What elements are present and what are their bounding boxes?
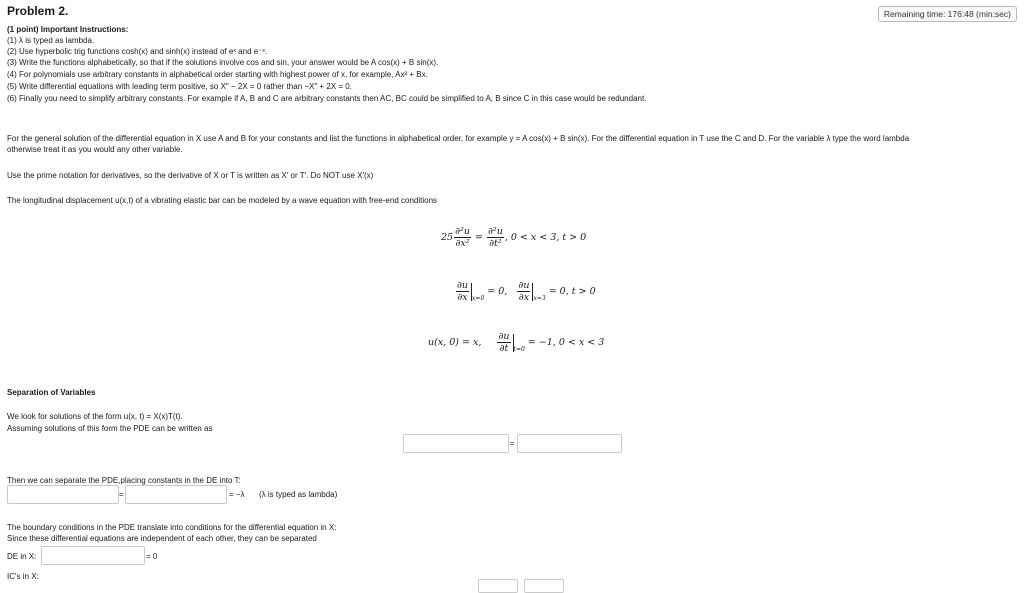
problem-statement: The longitudinal displacement u(x,t) of a vibrating elastic bar can be modeled by a wave equation with free-end conditions	[7, 196, 438, 205]
ics-in-x-label: IC's in X:	[7, 572, 39, 581]
pde-domain: , 0 < x < 3, t > 0	[504, 232, 587, 243]
separated-equals: =	[119, 490, 124, 499]
bc1-subscript: x=0	[472, 295, 485, 302]
separation-form: We look for solutions of the form u(x, t) = X(x)T(t).	[7, 412, 183, 421]
instruction-1: (1) λ is typed as lambda.	[7, 36, 95, 45]
initial-conditions	[428, 331, 604, 354]
ic2-subscript: t=0	[513, 346, 525, 353]
instruction-2: (2) Use hyperbolic trig functions cosh(x) and sinh(x) instead of eˣ and e⁻ˣ.	[7, 47, 268, 56]
ic2-value: = −1, 0 < x < 3	[527, 337, 605, 348]
pde-coefficient: 25	[441, 232, 454, 243]
independent-text: Since these differential equations are independent of each other, they can be separated	[7, 534, 317, 543]
pde-separated-equals: =	[510, 439, 515, 448]
bc2-denominator: ∂x	[518, 292, 530, 303]
separate-pde-text: Then we can separate the PDE,placing constants in the DE into T:	[7, 476, 241, 485]
bc1-denominator: ∂x	[457, 292, 468, 303]
instructions-heading: (1 point) Important Instructions:	[7, 25, 129, 34]
bc1-value: = 0,	[487, 286, 508, 297]
problem-title: Problem 2.	[7, 4, 69, 18]
instruction-4: (4) For polynomials use arbitrary constants in alphabetical order starting with highest power of x, for example, Ax² + Bx.	[7, 70, 428, 79]
bc2-subscript: x=3	[533, 295, 546, 302]
ic2-denominator: ∂t	[499, 343, 509, 354]
general-line-1: For the general solution of the differential equation in X use A and B for your constants and list the functions in alphabetical order, for example y = A cos(x) + B sin(x). For the differential equation in T use the C and D. For the variable λ type the word lambda	[7, 134, 910, 143]
pde-separated-lhs-input[interactable]	[403, 434, 509, 453]
instruction-3: (3) Write the functions alphabetically, so that if the solutions involve cos and sin, your answer would be A cos(x) + B sin(x).	[7, 58, 439, 67]
de-in-x-input[interactable]	[41, 546, 145, 565]
remaining-time-badge: Remaining time: 176:48 (min:sec)	[878, 6, 1017, 22]
de-in-x-rhs: = 0	[146, 552, 158, 561]
pde-separated-rhs-input[interactable]	[517, 434, 622, 453]
bc2-value: = 0, t > 0	[548, 286, 596, 297]
boundary-translate-text: The boundary conditions in the PDE translate into conditions for the differential equation in X:	[7, 523, 337, 532]
ic-x-input-1[interactable]	[478, 579, 518, 593]
bc2-numerator: ∂u	[518, 280, 530, 291]
bc1-numerator: ∂u	[457, 280, 469, 291]
pde-lhs-numerator: ∂²u	[455, 226, 470, 237]
pde-rhs-denominator: ∂t²	[489, 238, 502, 249]
separation-assume: Assuming solutions of this form the PDE can be written as	[7, 424, 213, 433]
ic-x-input-2[interactable]	[524, 579, 564, 593]
prime-notation-note: Use the prime notation for derivatives, so the derivative of X or T is written as X′ or T′. Do NOT use X′(x)	[7, 171, 374, 180]
instruction-5: (5) Write differential equations with leading term positive, so X″ − 2X = 0 rather than −X″ + 2X = 0.	[7, 82, 352, 91]
pde-equals: =	[474, 232, 483, 243]
wave-equation	[441, 226, 586, 249]
ic2-numerator: ∂u	[498, 331, 510, 342]
separation-heading: Separation of Variables	[7, 388, 96, 397]
lambda-note: (λ is typed as lambda)	[259, 490, 338, 499]
general-line-2: otherwise treat it as you would any other variable.	[7, 145, 183, 154]
separated-x-part-input[interactable]	[7, 485, 119, 504]
minus-lambda: = −λ	[229, 490, 245, 499]
separated-t-part-input[interactable]	[125, 485, 227, 504]
pde-lhs-denominator: ∂x²	[455, 238, 470, 249]
pde-rhs-numerator: ∂²u	[487, 226, 503, 237]
de-in-x-label: DE in X:	[7, 552, 37, 561]
ic1: u(x, 0) = x,	[428, 337, 482, 348]
boundary-conditions	[455, 280, 596, 303]
instruction-6: (6) Finally you need to simplify arbitrary constants. For example if A, B and C are arbitrary constants then AC, BC could be simplified to A, B since C in this case would be redundant.	[7, 94, 647, 103]
